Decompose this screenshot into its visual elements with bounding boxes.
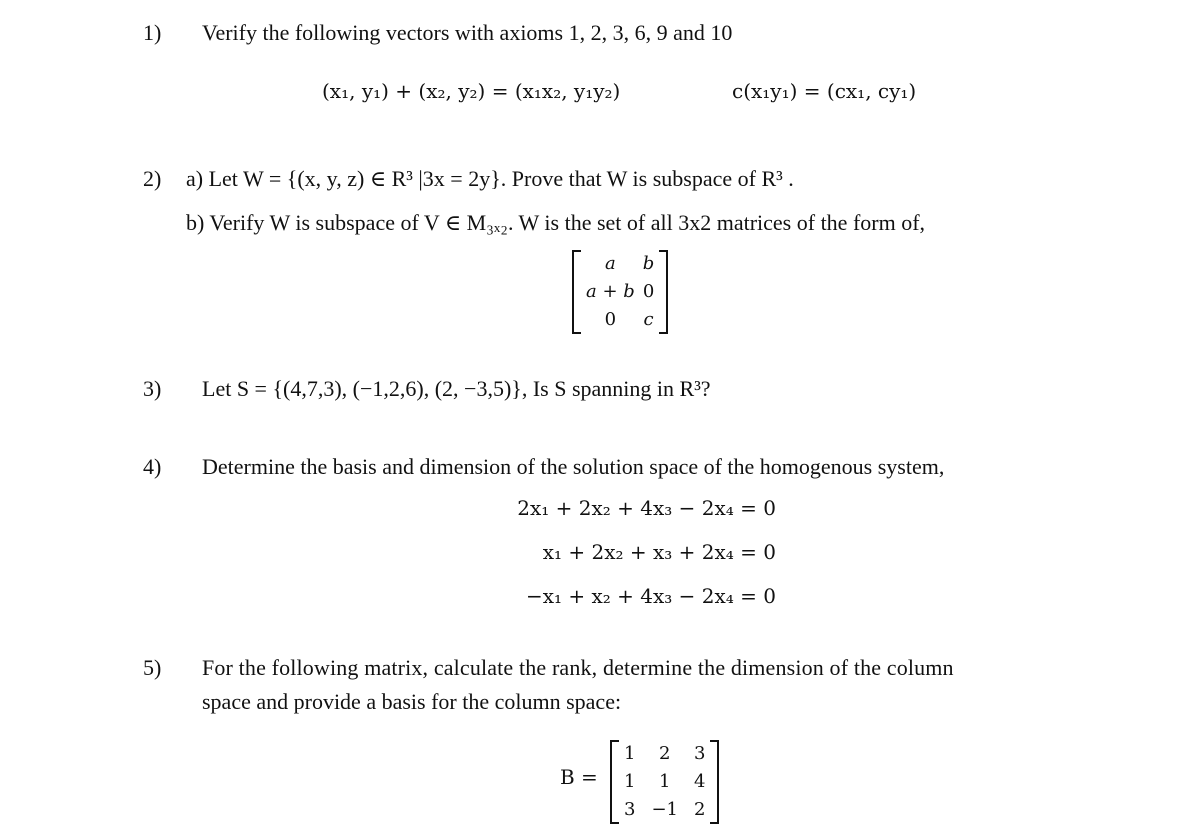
q2-part-b: b) Verify W is subspace of V ∈ M₃ₓ₂. W is the set of all 3x2 matrices of the form of, [186,210,926,235]
q4-number: 4) [143,454,162,479]
q5-text-line-2: space and provide a basis for the column space: [202,689,622,714]
q4-equation-3: −x₁ + x₂ + 4x₃ − 2x₄ = 0 [525,584,776,608]
matrix-cell: 1 [624,771,636,792]
matrix-left-bracket [572,250,581,334]
q4-text: Determine the basis and dimension of the solution space of the homogenous system, [202,454,945,479]
matrix-cell: 0 [604,309,617,330]
q2-number: 2) [143,166,162,191]
q5-text-line-1: For the following matrix, calculate the rank, determine the dimension of the column [202,655,954,680]
matrix-cell: c [643,309,654,330]
matrix-cell: 0 [642,281,655,302]
matrix-cell: b [642,253,655,274]
q5-matrix-b [610,740,719,824]
matrix-cell: 3 [694,743,706,764]
matrix-cell: 2 [694,799,706,820]
matrix-cell: 4 [694,771,706,792]
matrix-left-bracket [610,740,619,824]
q3-text: Let S = {(4,7,3), (−1,2,6), (2, −3,5)}, Is S spanning in R³? [202,376,711,401]
q5-matrix-label: B = [560,765,598,789]
matrix-right-bracket [710,740,719,824]
q5-number: 5) [143,655,162,680]
matrix-right-bracket [659,250,668,334]
q1-addition-equation: (x₁, y₁) + (x₂, y₂) = (x₁x₂, y₁y₂) [322,79,621,103]
matrix-cell: 1 [659,771,671,792]
q1-number: 1) [143,20,162,45]
q1-scalar-equation: c(x₁y₁) = (cx₁, cy₁) [732,79,917,103]
q4-equation-1: 2x₁ + 2x₂ + 4x₃ − 2x₄ = 0 [517,496,776,520]
matrix-cell: a [605,253,616,274]
matrix-cell: 2 [659,743,671,764]
q3-number: 3) [143,376,162,401]
q4-equation-2: x₁ + 2x₂ + x₃ + 2x₄ = 0 [542,540,776,564]
q2-matrix [572,250,668,334]
matrix-cell: −1 [651,799,678,820]
matrix-cell: 1 [624,743,636,764]
q2-part-a: a) Let W = {(x, y, z) ∈ R³ |3x = 2y}. Prove that W is subspace of R³ . [186,166,794,191]
matrix-cell: a + b [586,281,635,302]
matrix-cell: 3 [624,799,636,820]
q1-text: Verify the following vectors with axioms 1, 2, 3, 6, 9 and 10 [202,20,733,45]
